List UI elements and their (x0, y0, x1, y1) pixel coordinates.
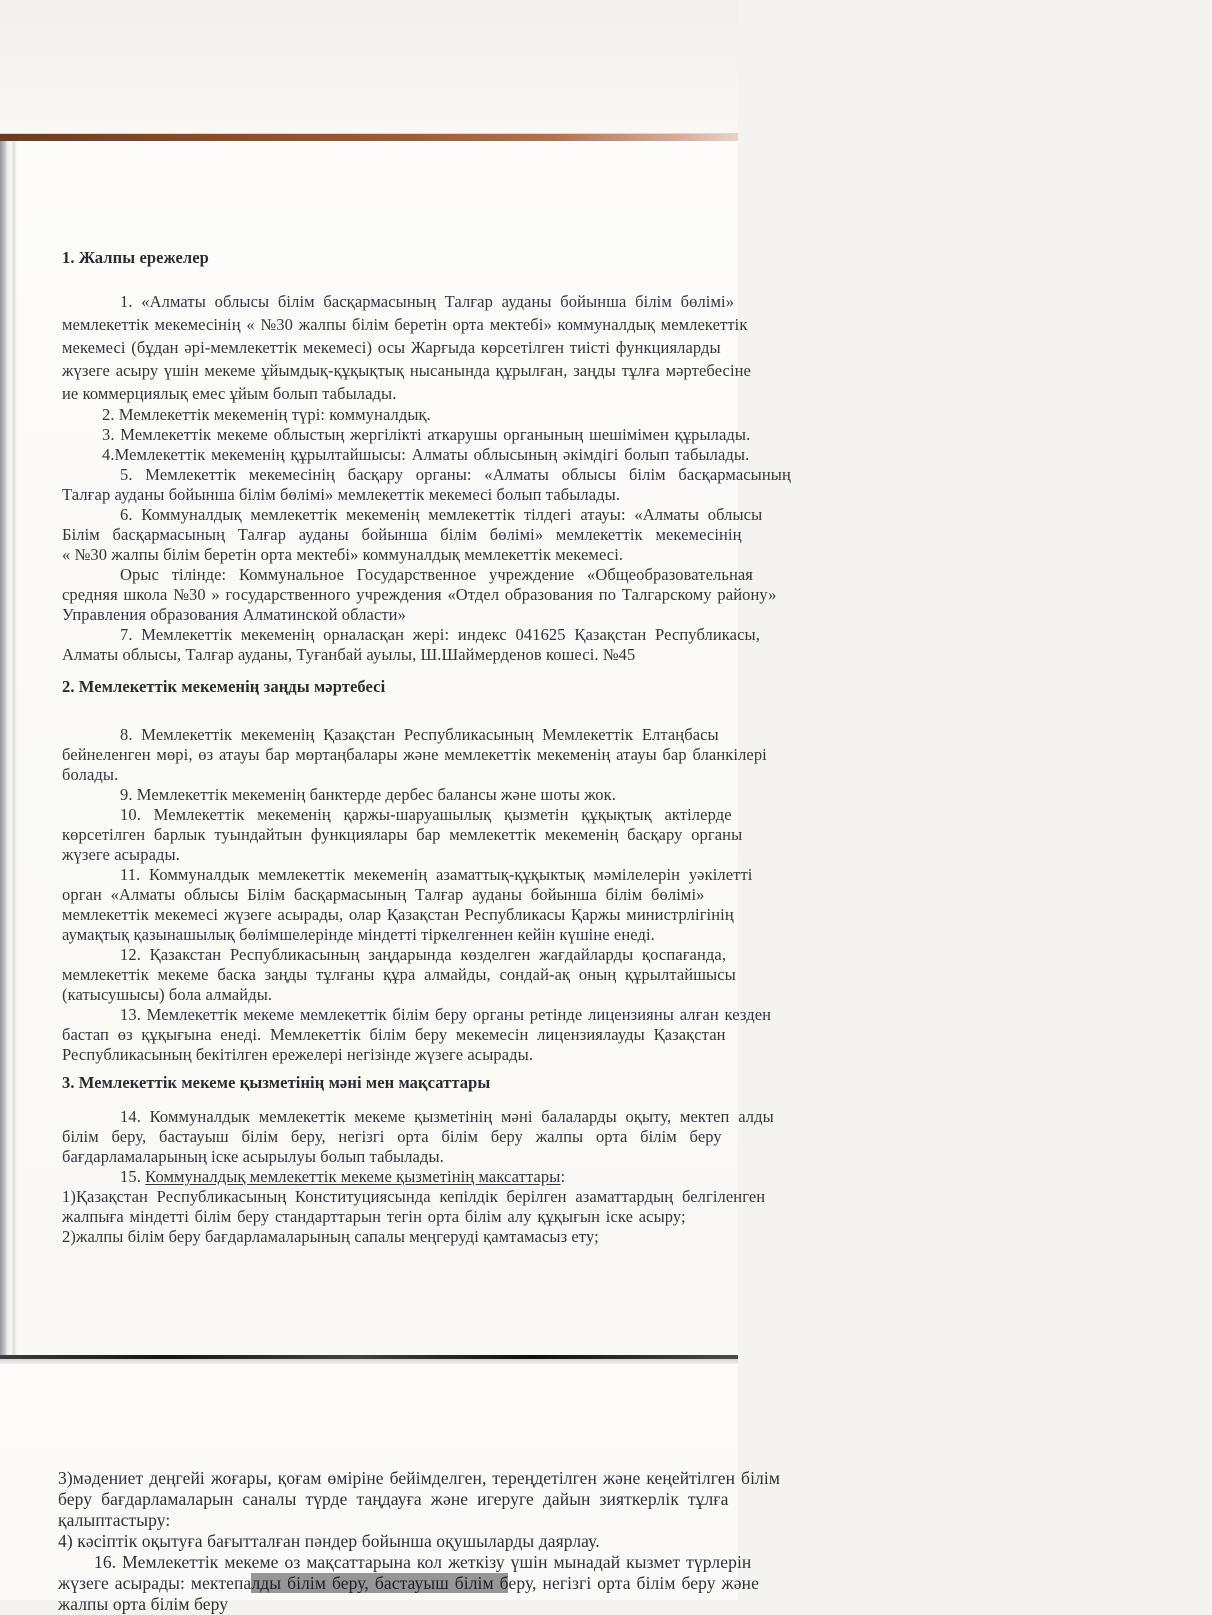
doc-line-with-highlight (58, 1573, 1208, 1594)
section-heading-general-provisions: 1. Жалпы ережелер (62, 248, 209, 267)
doc-line-russian-name: Управления образования Алматинской области» (62, 605, 406, 624)
doc-line: жүзеге асыру үшін мекеме ұйымдық-құқықтық нысанында құрылған, заңды тұлға мәртебесіне (62, 361, 751, 380)
doc-line-goal-2: 2)жалпы білім беру бағдарламаларының сапалы меңгеруді қамтамасыз ету; (62, 1227, 599, 1246)
doc-line: болады. (62, 765, 119, 784)
item-15-number: 15. (120, 1167, 146, 1186)
page-1-text-column (62, 248, 1212, 1247)
doc-line-goal-3: 3)мәдениет деңгейі жоғары, қоғам өміріне бейімделген, тереңдетілген және кеңейтілген білім (58, 1468, 780, 1488)
item-15-colon: : (560, 1167, 566, 1186)
doc-line: жүзеге асырады. (62, 845, 180, 864)
doc-line-item-11: 11. Коммуналдык мемлекеттік мекеменің азаматтық-құқыктық мәмілелерін уәкілетті (120, 865, 753, 884)
item-16-text: жүзеге асырады: мектепа (58, 1573, 252, 1593)
doc-line-item-4: 4.Мемлекеттік мекеменің құрылтайшысы: Алматы облысының әкімдігі болып табылады. (102, 445, 750, 464)
doc-line: мекемесі (бұдан әрі-мемлекеттік мекемесі) осы Жарғыда көрсетілген тиісті функцияларды (62, 338, 721, 357)
doc-line: білім беру, бастауыш білім беру, негізгі орта білім беру жалпы орта білім беру (62, 1127, 722, 1146)
doc-line: бейнеленген мөрі, өз атауы бар мөртаңбалары және мемлекеттік мекеменің атауы бар бланкілері (62, 745, 767, 764)
table-surface-background (0, 0, 738, 134)
doc-line-item-3: 3. Мемлекеттік мекеме облыстың жергілікті аткарушы органының шешімімен құрылады. (102, 425, 751, 444)
doc-line-item-9: 9. Мемлекеттік мекеменің банктерде дербес балансы және шоты жок. (120, 785, 616, 804)
doc-line-item-5: 5. Мемлекеттік мекемесінің басқару органы: «Алматы облысы білім басқармасының (120, 465, 791, 484)
item-16-text: еру, негізгі орта білім беру және (508, 1573, 759, 1593)
page-edge-shadow (0, 141, 17, 1355)
doc-line: (катысушысы) бола алмайды. (62, 985, 273, 1004)
table-edge-line (0, 134, 738, 141)
doc-line: ие коммерциялық емес ұйым болып табылады. (62, 384, 397, 403)
doc-line: қалыптастыру: (58, 1510, 171, 1530)
doc-line-russian-name: Орыс тілінде: Коммунальное Государственное учреждение «Общеобразовательная (120, 565, 753, 584)
grey-marker-highlight: лды білім беру, бастауыш білім б (251, 1573, 509, 1593)
doc-line-item-6: 6. Коммуналдық мемлекеттік мекеменің мемлекеттік тілдегі атауы: «Алматы облысы (120, 505, 763, 524)
doc-line: орган «Алматы облысы Білім басқармасының Талғар ауданы бойынша білім бөлімі» (62, 885, 705, 904)
doc-line-item-15 (62, 1167, 1212, 1187)
page-2-text-column (58, 1468, 1208, 1615)
doc-line-item-2: 2. Мемлекеттік мекеменің түрі: коммуналдық. (102, 405, 431, 424)
doc-line: Республикасының бекітілген ережелері негізінде жүзеге асырады. (62, 1045, 534, 1064)
doc-line: беру бағдарламаларын саналы түрде таңдауға және игеруге дайын зияткерлік тұлға (58, 1489, 729, 1509)
item-15-underlined-text: Коммуналдық мемлекеттік мекеме қызметінің максаттары (145, 1167, 561, 1186)
doc-line: мемлекеттік мекемесі жүзеге асырады, олар Қазақстан Республикасы Қаржы министрлігінің (62, 905, 734, 924)
doc-line: Талғар ауданы бойынша білім бөлімі» мемлекеттік мекемесі болып табылады. (62, 485, 621, 504)
doc-line-goal-4: 4) кәсіптік оқытуға бағытталған пәндер бойынша оқушыларды даярлау. (58, 1531, 600, 1551)
doc-line-item-16: 16. Мемлекеттік мекеме оз мақсаттарына кол жеткізу үшін мынадай кызмет түрлерін (94, 1552, 752, 1572)
doc-line-item-8: 8. Мемлекеттік мекеменің Қазақстан Республикасының Мемлекеттік Елтаңбасы (120, 725, 719, 744)
section-heading-legal-status: 2. Мемлекеттік мекеменің заңды мәртебесі (62, 677, 386, 696)
doc-line-item-13: 13. Мемлекеттік мекеме мемлекеттік білім беру органы ретінде лицензияны алған кезден (120, 1005, 772, 1024)
doc-line-address: Алматы облысы, Талғар ауданы, Туғанбай ауылы, Ш.Шаймерденов кошесі. №45 (62, 645, 636, 664)
doc-line-russian-name: средняя школа №30 » государственного учреждения «Отдел образования по Талгарскому району» (62, 585, 777, 604)
doc-line: мемлекеттік мекеме баска заңды тұлғаны құра алмайды, сондай-ақ оның құрылтайшысы (62, 965, 736, 984)
doc-line-item-12: 12. Қазакстан Республикасының заңдарында көзделген жағдайларды қоспағанда, (120, 945, 727, 964)
doc-line: Білім басқармасының Талғар ауданы бойынша білім бөлімі» мемлекеттік мекемесінің (62, 525, 742, 544)
doc-line: көрсетілген барлык туындайтын функциялары бар мемлекеттік мекеменің басқару органы (62, 825, 743, 844)
doc-line-item-7-address: 7. Мемлекеттік мекеменің орналасқан жері: индекс 041625 Қазақстан Республикасы, (120, 625, 760, 644)
doc-line-goal-1: 1)Қазақстан Республикасының Конституциясында кепілдік берілген азаматтардың белгіленген (62, 1187, 766, 1206)
doc-line: 1. «Алматы облысы білім басқармасының Талғар ауданы бойынша білім бөлімі» (120, 292, 735, 311)
doc-line-item-10: 10. Мемлекеттік мекеменің қаржы-шаруашылық қызметін құқықтық актілерде (120, 805, 732, 824)
doc-line: мемлекеттік мекемесінің « №30 жалпы білім беретін орта мектебі» коммуналдық мемлекеттік (62, 315, 748, 334)
doc-line: жалпыға міндетті білім беру стандарттарын тегін орта білім алу құқығын іске асыру; (62, 1207, 686, 1226)
doc-line: аумақтық қазынашылық бөлімшелерінде міндетті тіркелгеннен кейін күшіне енеді. (62, 925, 655, 944)
paragraph-item-1 (62, 290, 1212, 405)
doc-line-item-14: 14. Коммуналдык мемлекеттік мекеме қызметінің мәні балаларды оқыту, мектеп алды (120, 1107, 774, 1126)
doc-line: « №30 жалпы білім беретін орта мектебі» коммуналдық мемлекеттік мекемесі. (62, 545, 624, 564)
section-heading-subject-and-goals: 3. Мемлекеттік мекеме қызметінің мәні мен мақсаттары (62, 1073, 491, 1092)
doc-line-clipped-bottom: жалпы орта білім беру (58, 1594, 229, 1614)
doc-line: бастап өз құқығына енеді. Мемлекеттік білім беру мекемесін лицензиялауды Қазақстан (62, 1025, 726, 1044)
doc-line: бағдарламаларының іске асырылуы болып табылады. (62, 1147, 444, 1166)
